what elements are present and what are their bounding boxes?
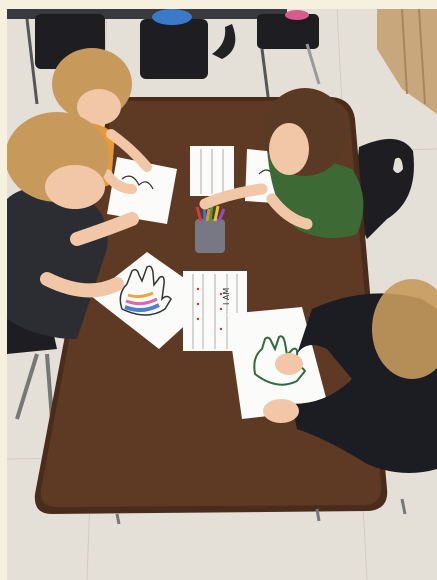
classroom-photo [7,9,437,580]
strip-label: I AM [222,287,231,305]
photo-frame [7,9,437,580]
